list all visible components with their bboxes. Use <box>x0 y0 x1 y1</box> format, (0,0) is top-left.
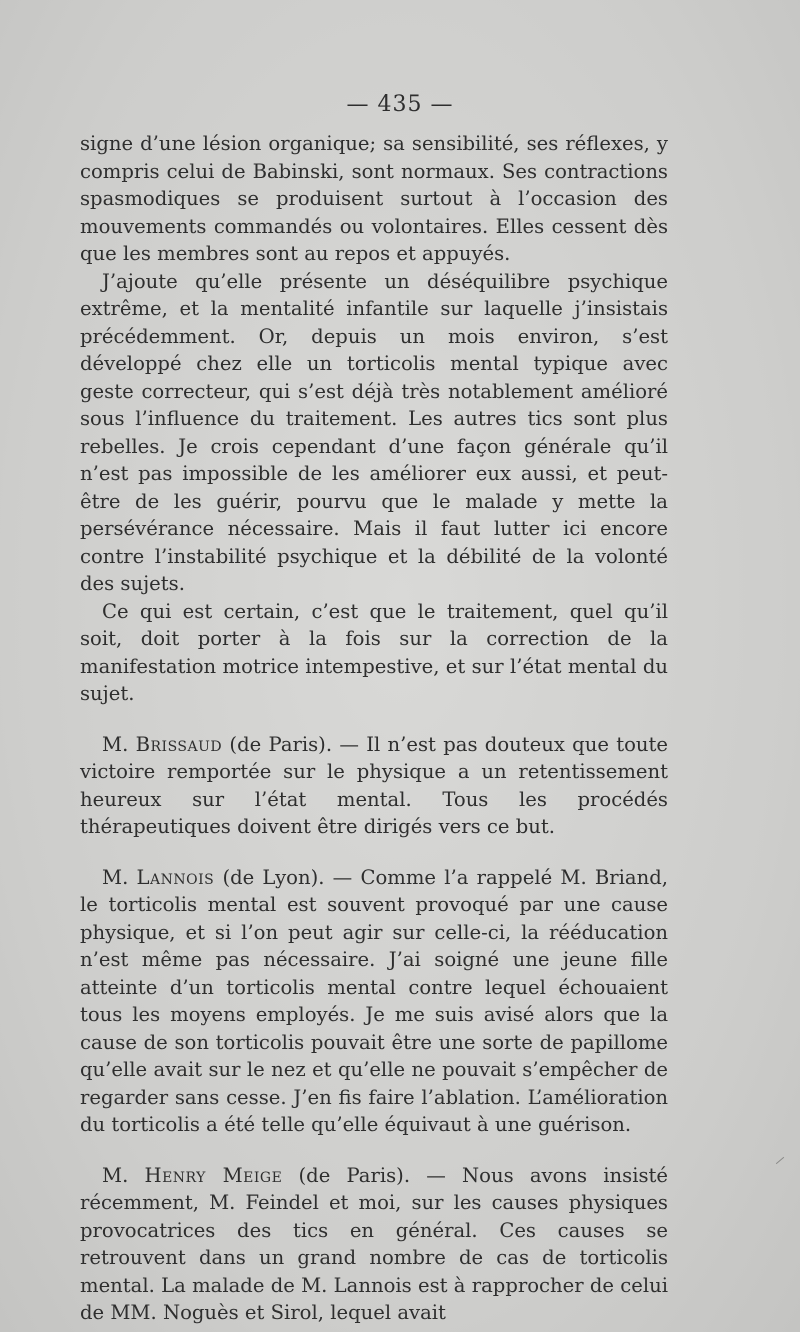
speaker-prefix: M. <box>102 732 136 756</box>
paragraph-1: signe d’une lésion organique; sa sensibilité, ses réflexes, y compris celui de Babinski, sont normaux. Ses contractions spasmodiques se produisent surtout à l’occasion des mouvements commandés ou volontaires. Elles cessent dès que les membres sont au repos et appuyés. <box>80 132 668 265</box>
paragraph-lannois <box>80 864 668 1139</box>
paragraph-2: J’ajoute qu’elle présente un déséquilibre psychique extrême, et la mentalité infantile sur laquelle j’insistais précédemment. Or, depuis un mois environ, s’est développé chez elle un torticolis mental typique avec geste correcteur, qui s’est déjà très notablement amélioré sous l’influence du traitement. Les autres tics sont plus rebelles. Je crois cependant d’une façon générale qu’il n’est pas impossible de les améliorer eux aussi, et peut-être de les guérir, pourvu que le malade y mette la persévérance nécessaire. Mais il faut lutter ici encore contre l’instabilité psychique et la débilité de la volonté des sujets. <box>80 269 668 595</box>
paragraph-3: Ce qui est certain, c’est que le traitement, quel qu’il soit, doit porter à la fois sur la correction de la manifestation motrice intempestive, et sur l’état mental du sujet. <box>80 599 668 705</box>
speaker-prefix: M. <box>102 865 137 889</box>
speaker-name-lannois: Lannois <box>136 865 215 889</box>
margin-pencil-mark <box>776 1157 784 1164</box>
body-text <box>80 130 668 1327</box>
page-number: — 435 — <box>346 92 454 117</box>
speaker-text-meige: (de Paris). — Nous avons insisté récemment, M. Feindel et moi, sur les causes physiques provocatrices des tics en général. Ces causes se retrouvent dans un grand nombre de cas de torticolis mental. La malade de M. Lannois est à rapprocher de celui de MM. Noguès et Sirol, lequel avait <box>80 1163 668 1324</box>
paragraph-meige <box>80 1162 668 1327</box>
speaker-prefix: M. <box>102 1163 145 1187</box>
speaker-text-lannois: (de Lyon). — Comme l’a rappelé M. Briand, le torticolis mental est souvent provoqué par une cause physique, et si l’on peut agir sur celle-ci, la rééducation n’est même pas nécessaire. J’ai soigné une jeune fille atteinte d’un torticolis mental contre lequel échouaient tous les moyens employés. Je me suis avisé alors que la cause de son torticolis pouvait être une sorte de papillome qu’elle avait sur le nez et qu’elle ne pouvait s’empêcher de regarder sans cesse. J’en fis faire l’ablation. L’amélioration du torticolis a été telle qu’elle équivaut à une guérison. <box>80 865 668 1136</box>
speaker-name-brissaud: Brissaud <box>135 732 223 756</box>
speaker-name-meige: Henry Meige <box>144 1163 283 1187</box>
speaker-text-brissaud: (de Paris). — Il n’est pas douteux que toute victoire remportée sur le physique a un retentissement heureux sur l’état mental. Tous les procédés thérapeutiques doivent être dirigés vers ce but. <box>80 732 668 838</box>
paragraph-brissaud <box>80 731 668 841</box>
